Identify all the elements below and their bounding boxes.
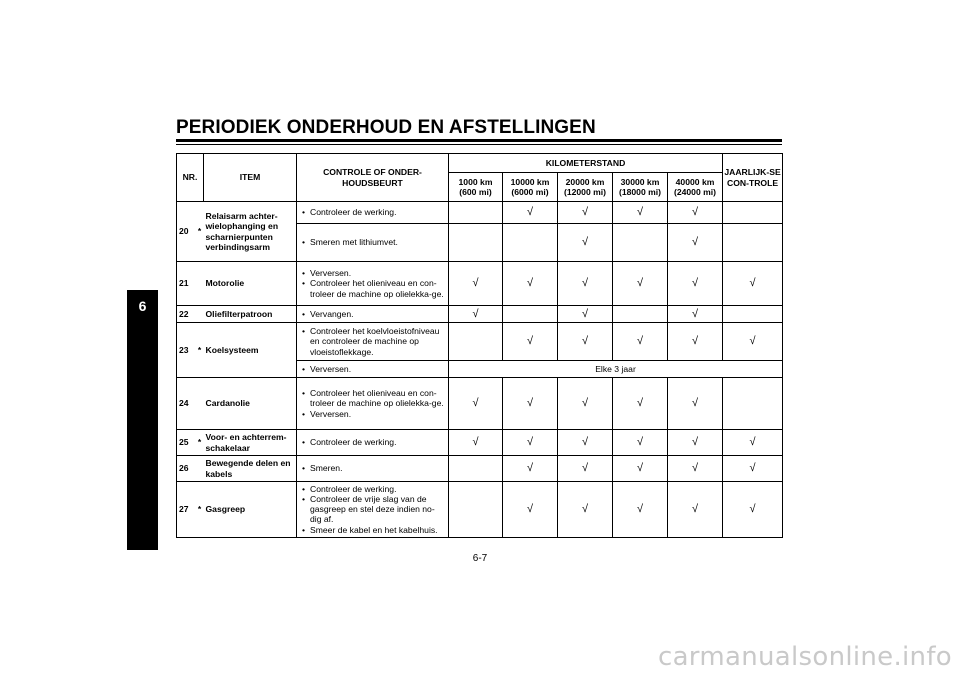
check-cell-km-40000: √	[668, 323, 723, 361]
check-cell-km-40000: √	[668, 202, 723, 224]
control-procedure	[297, 306, 449, 323]
check-cell-km-40000: √	[668, 456, 723, 482]
check-cell-km-40000: √	[668, 482, 723, 538]
procedure-list	[301, 364, 446, 374]
check-cell-annual: √	[723, 430, 783, 456]
table-row	[177, 482, 783, 538]
chapter-tab	[127, 290, 158, 550]
check-cell-km-1000: √	[449, 262, 503, 306]
control-procedure	[297, 456, 449, 482]
check-cell-km-10000: √	[503, 378, 558, 430]
check-cell-annual: √	[723, 262, 783, 306]
procedure-step: • Controleer het olieniveau en con-troleer de machine op olielekka-ge.	[301, 278, 446, 298]
page-title: PERIODIEK ONDERHOUD EN AFSTELLINGEN	[176, 117, 596, 138]
check-cell-km-30000	[613, 224, 668, 262]
check-cell-km-1000: √	[449, 306, 503, 323]
procedure-step: • Controleer het olieniveau en con-troleer de machine op olielekka-ge.	[301, 388, 446, 408]
item-name: Relaisarm achter-wielophanging en scharnierpunten verbindingsarm	[204, 202, 297, 262]
dealer-asterisk: *	[196, 202, 204, 262]
control-procedure	[297, 262, 449, 306]
check-cell-km-30000: √	[613, 323, 668, 361]
title-rule	[176, 139, 782, 142]
procedure-step: • Controleer het koelvloeistofniveau en controleer de machine op vloeistoflekkage.	[301, 326, 446, 356]
control-procedure	[297, 430, 449, 456]
check-cell-km-20000: √	[558, 456, 613, 482]
procedure-list	[301, 237, 446, 247]
check-cell-km-10000: √	[503, 323, 558, 361]
table-row	[177, 202, 783, 224]
check-cell-km-40000: √	[668, 224, 723, 262]
check-cell-km-1000	[449, 482, 503, 538]
control-procedure	[297, 202, 449, 224]
header-item: ITEM	[204, 154, 297, 202]
procedure-list	[301, 309, 446, 319]
row-number: 21	[177, 262, 196, 306]
item-name: Bewegende delen en kabels	[204, 456, 297, 482]
check-cell-km-1000	[449, 224, 503, 262]
table-row	[177, 430, 783, 456]
procedure-list	[301, 388, 446, 418]
check-cell-km-40000: √	[668, 430, 723, 456]
row-number: 26	[177, 456, 196, 482]
procedure-step: • Verversen.	[301, 364, 446, 374]
control-procedure	[297, 482, 449, 538]
item-name: Oliefilterpatroon	[204, 306, 297, 323]
chapter-number: 6	[138, 298, 147, 314]
procedure-step: • Controleer de werking.	[301, 207, 446, 217]
item-name: Koelsysteem	[204, 323, 297, 378]
check-cell-km-10000: √	[503, 430, 558, 456]
dealer-asterisk	[196, 456, 204, 482]
check-cell-km-1000: √	[449, 430, 503, 456]
dealer-asterisk	[196, 378, 204, 430]
check-cell-annual	[723, 202, 783, 224]
watermark: carmanualsonline.info	[657, 642, 952, 672]
check-cell-km-30000	[613, 306, 668, 323]
table-row	[177, 378, 783, 430]
maintenance-table-body	[177, 202, 783, 538]
header-km-30000: 30000 km (18000 mi)	[613, 173, 668, 202]
header-annual: JAARLIJK-SE CON-TROLE	[723, 154, 783, 202]
table-row	[177, 323, 783, 361]
check-cell-km-30000: √	[613, 378, 668, 430]
check-cell-km-10000: √	[503, 456, 558, 482]
check-cell-km-40000: √	[668, 306, 723, 323]
check-cell-km-10000	[503, 306, 558, 323]
interval-note: Elke 3 jaar	[449, 361, 783, 378]
check-cell-km-10000: √	[503, 482, 558, 538]
procedure-list	[301, 484, 446, 535]
item-name: Cardanolie	[204, 378, 297, 430]
header-km-1000: 1000 km (600 mi)	[449, 173, 503, 202]
header-control: CONTROLE OF ONDER-HOUDSBEURT	[297, 154, 449, 202]
item-name: Voor- en achterrem-schakelaar	[204, 430, 297, 456]
check-cell-km-20000: √	[558, 224, 613, 262]
title-rule-thin	[176, 144, 782, 145]
procedure-step: • Verversen.	[301, 409, 446, 419]
dealer-asterisk	[196, 306, 204, 323]
header-km-40000: 40000 km (24000 mi)	[668, 173, 723, 202]
check-cell-km-1000	[449, 456, 503, 482]
check-cell-km-10000: √	[503, 262, 558, 306]
table-row	[177, 306, 783, 323]
table-row	[177, 262, 783, 306]
check-cell-km-30000: √	[613, 262, 668, 306]
check-cell-km-1000: √	[449, 378, 503, 430]
dealer-asterisk: *	[196, 482, 204, 538]
check-cell-km-20000: √	[558, 430, 613, 456]
procedure-step: • Controleer de vrije slag van de gasgreep en stel deze indien no-dig af.	[301, 494, 446, 524]
check-cell-km-40000: √	[668, 378, 723, 430]
table-row	[177, 456, 783, 482]
page-number: 6-7	[472, 553, 488, 564]
check-cell-km-20000: √	[558, 482, 613, 538]
check-cell-km-10000: √	[503, 202, 558, 224]
row-number: 27	[177, 482, 196, 538]
maintenance-table	[176, 153, 783, 538]
procedure-list	[301, 207, 446, 217]
procedure-list	[301, 268, 446, 298]
check-cell-km-1000	[449, 323, 503, 361]
check-cell-km-30000: √	[613, 456, 668, 482]
check-cell-annual	[723, 378, 783, 430]
control-procedure	[297, 323, 449, 361]
check-cell-km-20000: √	[558, 202, 613, 224]
procedure-list	[301, 463, 446, 473]
header-km-10000: 10000 km (6000 mi)	[503, 173, 558, 202]
header-nr: NR.	[177, 154, 204, 202]
check-cell-km-20000: √	[558, 306, 613, 323]
procedure-step: • Controleer de werking.	[301, 484, 446, 494]
row-number: 23	[177, 323, 196, 378]
check-cell-annual	[723, 224, 783, 262]
procedure-step: • Vervangen.	[301, 309, 446, 319]
control-procedure	[297, 361, 449, 378]
check-cell-km-30000: √	[613, 202, 668, 224]
row-number: 25	[177, 430, 196, 456]
dealer-asterisk: *	[196, 323, 204, 378]
check-cell-km-30000: √	[613, 430, 668, 456]
control-procedure	[297, 378, 449, 430]
check-cell-km-10000	[503, 224, 558, 262]
check-cell-annual: √	[723, 482, 783, 538]
check-cell-km-20000: √	[558, 262, 613, 306]
procedure-step: • Verversen.	[301, 268, 446, 278]
header-km-20000: 20000 km (12000 mi)	[558, 173, 613, 202]
row-number: 24	[177, 378, 196, 430]
check-cell-km-20000: √	[558, 323, 613, 361]
check-cell-km-20000: √	[558, 378, 613, 430]
check-cell-annual: √	[723, 456, 783, 482]
check-cell-km-40000: √	[668, 262, 723, 306]
check-cell-annual	[723, 306, 783, 323]
item-name: Motorolie	[204, 262, 297, 306]
procedure-step: • Smeer de kabel en het kabelhuis.	[301, 525, 446, 535]
item-name: Gasgreep	[204, 482, 297, 538]
row-number: 22	[177, 306, 196, 323]
control-procedure	[297, 224, 449, 262]
procedure-step: • Smeren.	[301, 463, 446, 473]
procedure-list	[301, 326, 446, 356]
dealer-asterisk: *	[196, 430, 204, 456]
header-kilometerstand: KILOMETERSTAND	[449, 154, 723, 173]
check-cell-km-30000: √	[613, 482, 668, 538]
procedure-step: • Smeren met lithiumvet.	[301, 237, 446, 247]
row-number: 20	[177, 202, 196, 262]
check-cell-annual: √	[723, 323, 783, 361]
procedure-list	[301, 437, 446, 447]
procedure-step: • Controleer de werking.	[301, 437, 446, 447]
dealer-asterisk	[196, 262, 204, 306]
check-cell-km-1000	[449, 202, 503, 224]
